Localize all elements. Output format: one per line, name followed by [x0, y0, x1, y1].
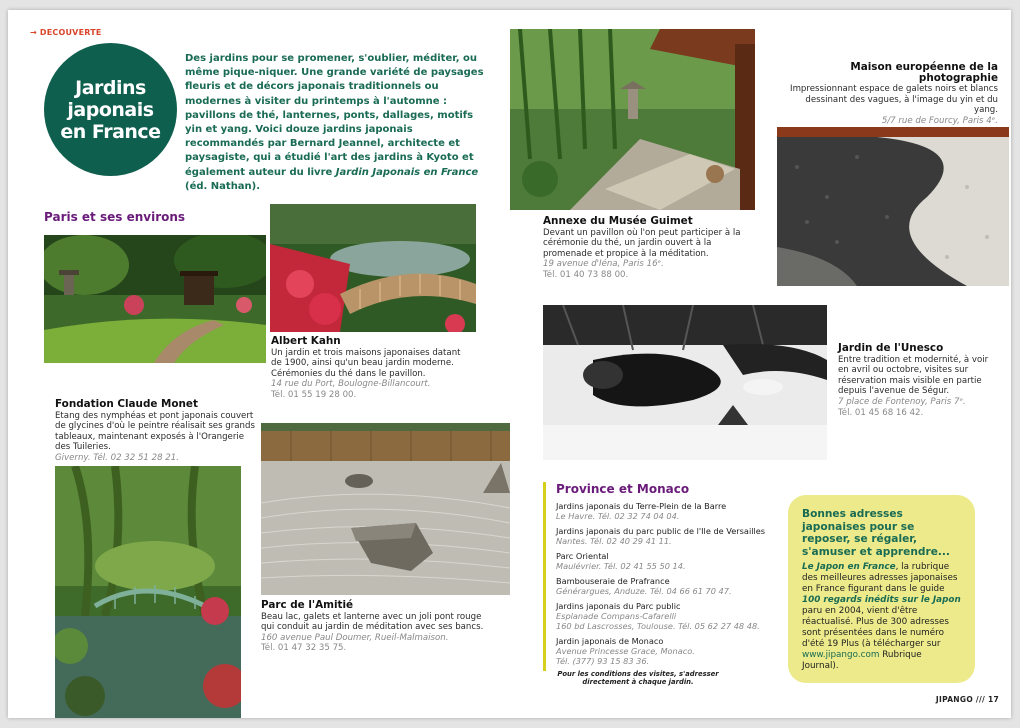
- province-entry-detail: Le Havre. Tél. 02 32 74 04 04.: [556, 511, 680, 521]
- province-entry: [556, 551, 781, 571]
- info-box-text-3: Rubrique Journal).: [802, 650, 922, 671]
- province-entry-detail: Générargues, Anduze. Tél. 04 66 61 70 47.: [556, 586, 732, 596]
- caption-albert-kahn: [271, 336, 471, 401]
- info-box-brand: Le Japon en France: [802, 562, 896, 572]
- guimet-desc: Devant un pavillon où l'on peut participer à la cérémonie du thé, un jardin ouvert à la promenade et propice à la méditation.: [543, 227, 741, 259]
- province-entry: [556, 501, 781, 521]
- province-entry-detail: Maulévrier. Tél. 02 41 55 50 14.: [556, 561, 686, 571]
- albert-kahn-title: Albert Kahn: [271, 335, 341, 347]
- province-entry-name: Jardins japonais du Parc public: [556, 601, 681, 611]
- province-entry-name: Parc Oriental: [556, 551, 609, 561]
- province-list: [556, 501, 781, 666]
- page-footer: JIPANGO /// 17: [935, 695, 999, 704]
- province-entry-name: Jardins japonais du parc public de l'Ile de Versailles: [556, 526, 766, 536]
- photo-bridge-azaleas: [270, 204, 476, 332]
- info-box-url[interactable]: www.jipango.com: [802, 650, 880, 660]
- section-tag-label: DECOUVERTE: [39, 28, 102, 37]
- province-entry-detail: Avenue Princesse Grace, Monaco. Tél. (377) 93 15 83 36.: [556, 646, 695, 666]
- unesco-desc: Entre tradition et modernité, à voir en avril ou octobre, visites sur réservation mais visible en partie depuis l'avenue de Ségur.: [838, 354, 989, 397]
- guimet-title: Annexe du Musée Guimet: [543, 215, 693, 227]
- caption-amitie: [261, 600, 491, 654]
- photo-albert-kahn-garden: [44, 235, 266, 363]
- province-entry: [556, 601, 781, 631]
- photo-monet-bridge: [55, 466, 241, 718]
- intro-text: Des jardins pour se promener, s'oublier, méditer, ou même pique-niquer. Une grande variété de paysages fleuris et de décors japonais traditionnels ou modernes à visiter du printemps à l'automne : pavillons de thé, lanternes, ponts, dallages, motifs yin et yang. Voici douze jardins japonais recommandés par Bernard Jeannel, architecte et paysagiste, qui a étudié l'art des jardins à Kyoto et également auteur du livre: [185, 53, 484, 178]
- intro-tail: (éd. Nathan).: [185, 180, 261, 192]
- province-note: Pour les conditions des visites, s'adresser directement à chaque jardin.: [557, 670, 719, 686]
- amitie-phone: Tél. 01 47 32 35 75.: [261, 643, 347, 654]
- albert-kahn-address: 14 rue du Port, Boulogne-Billancourt.: [271, 379, 431, 390]
- province-section: [543, 482, 781, 671]
- info-box-guide: 100 regards inédits sur le Japon: [802, 595, 961, 605]
- caption-monet: [55, 399, 255, 464]
- mep-title: Maison européenne de la photographie: [850, 61, 998, 84]
- guimet-phone: Tél. 01 40 73 88 00.: [543, 269, 629, 280]
- monet-address: Giverny. Tél. 02 32 51 28 21.: [55, 452, 179, 463]
- title-line-1: Jardins: [75, 76, 146, 99]
- province-entry-detail: Nantes. Tél. 02 40 29 41 11.: [556, 536, 672, 546]
- province-entry: [556, 526, 781, 546]
- province-entry: [556, 576, 781, 596]
- mep-desc: Impressionnant espace de galets noirs et blancs dessinant des vagues, à l'image du yin et du yang.: [790, 84, 998, 116]
- title-line-3: en France: [60, 120, 161, 143]
- guimet-address: 19 avenue d'Iéna, Paris 16ᵉ.: [543, 259, 664, 270]
- albert-kahn-desc: Un jardin et trois maisons japonaises datant de 1900, ainsi qu'un beau jardin moderne. Cérémonies du thé dans le pavillon.: [271, 347, 461, 379]
- caption-unesco: [838, 343, 998, 418]
- info-box-body: [802, 562, 961, 672]
- monet-title: Fondation Claude Monet: [55, 398, 198, 410]
- intro-paragraph: [185, 52, 485, 194]
- photo-unesco-snow: [543, 305, 827, 460]
- photo-musee-guimet: [510, 29, 755, 210]
- title-line-2: japonais: [67, 98, 154, 121]
- section-tag: [30, 28, 102, 37]
- arrow-right-icon: →: [30, 28, 37, 37]
- caption-guimet: [543, 216, 758, 281]
- albert-kahn-phone: Tél. 01 55 19 28 00.: [271, 389, 357, 400]
- amitie-title: Parc de l'Amitié: [261, 599, 354, 611]
- province-entry-detail: Esplanade Compans-Cafarelli 160 bd Lascrosses, Toulouse. Tél. 05 62 27 48 48.: [556, 611, 760, 631]
- province-entry: [556, 636, 781, 666]
- amitie-desc: Beau lac, galets et lanterne avec un joli pont rouge qui conduit au jardin de méditation avec ses bancs.: [261, 611, 484, 633]
- province-entry-name: Bambouseraie de Prafrance: [556, 576, 670, 586]
- amitie-address: 160 avenue Paul Doumer, Rueil-Malmaison.: [261, 632, 449, 643]
- caption-mep: [783, 62, 998, 137]
- info-box-title: Bonnes adresses japonaises pour se reposer, se régaler, s'amuser et apprendre...: [802, 508, 950, 558]
- unesco-phone: Tél. 01 45 68 16 42.: [838, 407, 924, 418]
- info-box-text-2: paru en 2004, vient d'être réactualisé. Plus de 300 adresses sont présentées dans le numéro d'été 19 Plus (à télécharger sur: [802, 606, 950, 649]
- photo-mep-pebbles: [777, 127, 1009, 286]
- unesco-address: 7 place de Fontenoy, Paris 7ᵉ.: [838, 396, 966, 407]
- info-box-text-1: , la rubrique des meilleures adresses japonaises en France figurant dans le guide: [802, 562, 958, 594]
- photo-parc-amitie: [261, 423, 510, 595]
- unesco-title: Jardin de l'Unesco: [838, 342, 944, 354]
- monet-desc: Etang des nymphéas et pont japonais couvert de glycines d'où le peintre réalisait ses grands tableaux, maintenant exposés à l'Orangerie des Tuileries.: [55, 410, 255, 453]
- mep-address: 5/7 rue de Fourcy, Paris 4ᵉ.: [881, 115, 998, 126]
- intro-book-title: Jardin Japonais en France: [335, 166, 479, 178]
- magazine-page: [8, 10, 1011, 718]
- province-entry-name: Jardins japonais du Terre-Plein de la Barre: [556, 501, 727, 511]
- province-entry-name: Jardin japonais de Monaco: [556, 636, 664, 646]
- paris-heading: Paris et ses environs: [44, 210, 186, 224]
- title-badge: [44, 43, 177, 176]
- province-heading: Province et Monaco: [556, 482, 690, 496]
- info-box: [788, 495, 975, 683]
